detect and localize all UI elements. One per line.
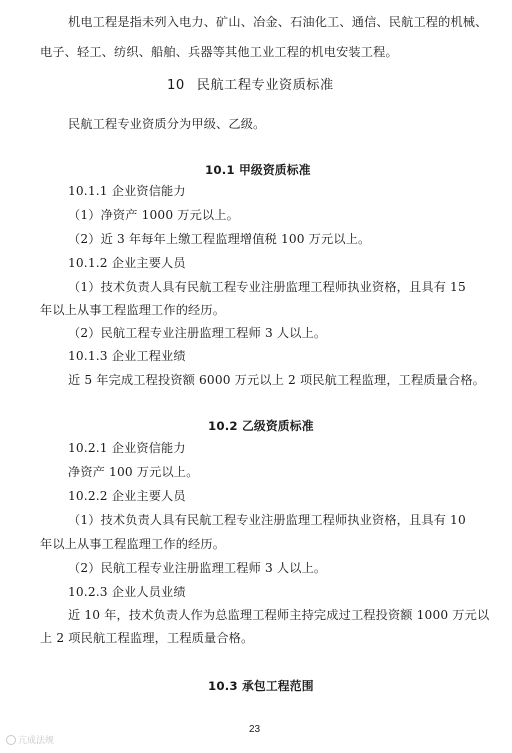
page-number: 23 <box>249 724 261 735</box>
paragraph: （1）技术负责人具有民航工程专业注册监理工程师执业资格，且具有 15 <box>68 280 466 294</box>
paragraph: （2）民航工程专业注册监理工程师 3 人以上。 <box>68 561 327 575</box>
subsection-heading-10-1-2: 10.1.2 企业主要人员 <box>68 256 186 270</box>
paragraph: 年以上从事工程监理工作的经历。 <box>40 303 226 317</box>
watermark <box>6 733 54 746</box>
paragraph: 上 2 项民航工程监理，工程质量合格。 <box>40 631 254 645</box>
intro-line-2: 电子、轻工、纺织、船舶、兵器等其他工业工程的机电安装工程。 <box>40 45 398 59</box>
watermark-text: 亢成法规 <box>18 736 55 746</box>
paragraph: （1）技术负责人具有民航工程专业注册监理工程师执业资格，且具有 10 <box>68 513 466 527</box>
paragraph: （2）民航工程专业注册监理工程师 3 人以上。 <box>68 326 327 340</box>
paragraph: 年以上从事工程监理工作的经历。 <box>40 537 226 551</box>
subsection-heading-10-1-1: 10.1.1 企业资信能力 <box>68 184 186 198</box>
section-heading-10-1: 10.1 甲级资质标准 <box>205 163 311 177</box>
paragraph: （2）近 3 年每年上缴工程监理增值税 100 万元以上。 <box>68 232 371 246</box>
paragraph: 近 10 年，技术负责人作为总监理工程师主持完成过工程投资额 1000 万元以 <box>68 608 490 622</box>
paragraph: （1）净资产 1000 万元以上。 <box>68 208 239 222</box>
section-heading-10-3: 10.3 承包工程范围 <box>208 679 314 693</box>
subsection-heading-10-2-3: 10.2.3 企业人员业绩 <box>68 585 186 599</box>
intro-line-1: 机电工程是指未列入电力、矿山、冶金、石油化工、通信、民航工程的机械、 <box>68 15 488 29</box>
watermark-logo-icon <box>6 735 16 745</box>
chapter-intro: 民航工程专业资质分为甲级、乙级。 <box>68 117 266 131</box>
subsection-heading-10-1-3: 10.1.3 企业工程业绩 <box>68 349 186 363</box>
paragraph: 近 5 年完成工程投资额 6000 万元以上 2 项民航工程监理，工程质量合格。 <box>68 373 486 387</box>
subsection-heading-10-2-1: 10.2.1 企业资信能力 <box>68 441 186 455</box>
section-heading-10-2: 10.2 乙级资质标准 <box>208 419 314 433</box>
subsection-heading-10-2-2: 10.2.2 企业主要人员 <box>68 489 186 503</box>
chapter-title: 民航工程专业资质标准 <box>196 78 334 93</box>
paragraph: 净资产 100 万元以上。 <box>68 465 199 479</box>
chapter-number: 10 <box>167 78 185 93</box>
chapter-heading <box>167 78 334 94</box>
